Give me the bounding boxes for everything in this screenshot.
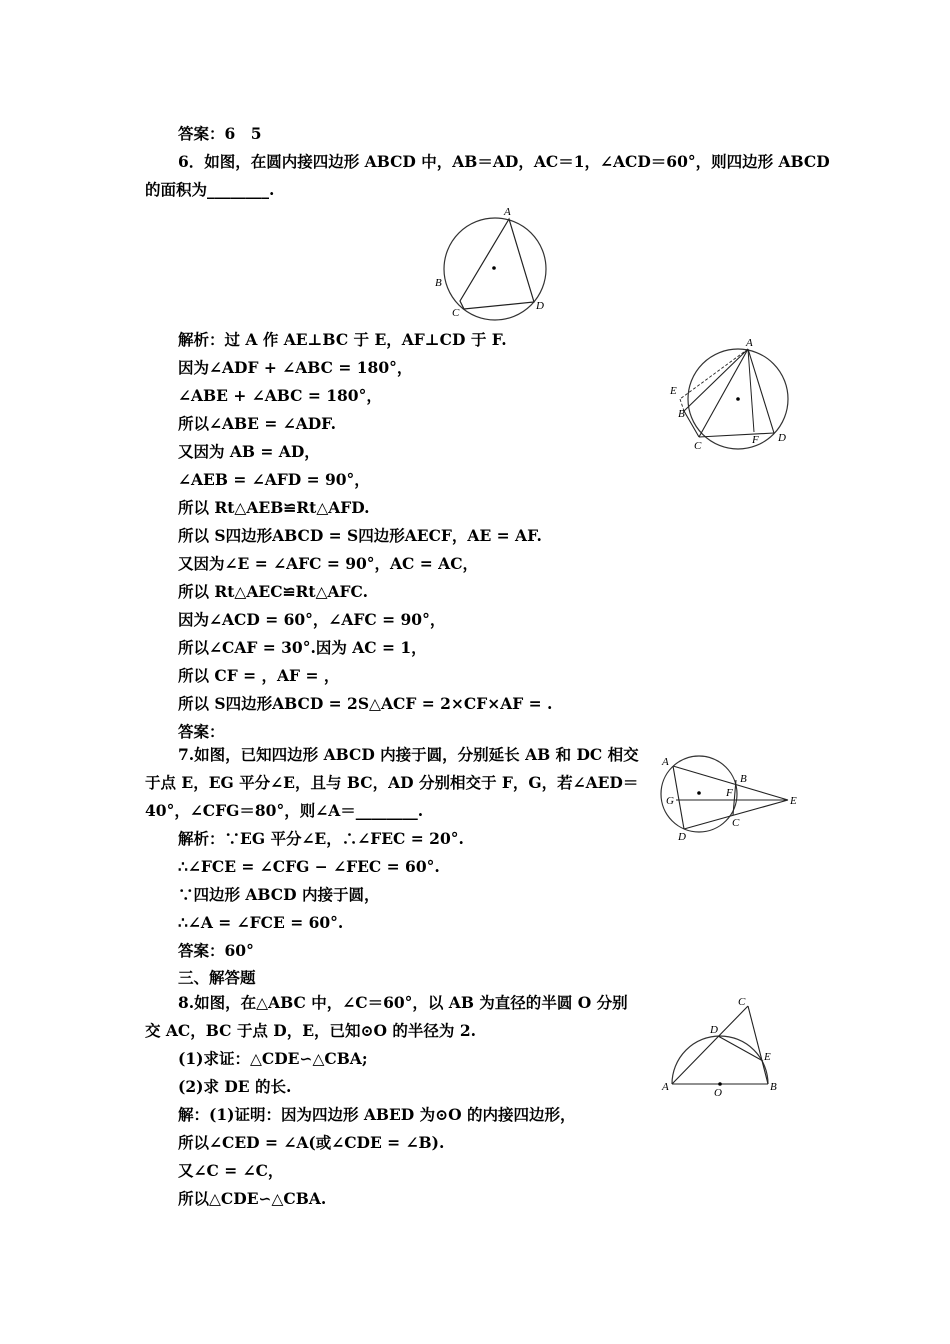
fig1-label-b: B (435, 277, 442, 289)
fig3-label-e: E (790, 795, 797, 807)
fig2-label-f: F (752, 434, 759, 446)
fig3-label-a: A (662, 756, 669, 768)
analysis-6-l13: 所以 CF = ，AF = ， (178, 666, 340, 685)
analysis-6-l14: 所以 S四边形ABCD = 2S△ACF = 2×CF×AF = . (178, 694, 553, 713)
analysis-6-l8: 所以 S四边形ABCD = S四边形AECF，AE = AF. (178, 526, 542, 545)
analysis-7-l4: ∴∠A = ∠FCE = 60°. (178, 913, 344, 932)
analysis-7-l1: 解析：∵EG 平分∠E，∴∠FEC = 20°. (178, 829, 464, 848)
analysis-6-l9: 又因为∠E = ∠AFC = 90°，AC = AC， (178, 554, 479, 573)
analysis-7-l3: ∵四边形 ABCD 内接于圆， (178, 885, 380, 904)
question-8-line1: 8.如图，在△ABC 中，∠C＝60°，以 AB 为直径的半圆 O 分别 (178, 993, 628, 1012)
question-7-line1: 7.如图，已知四边形 ABCD 内接于圆，分别延长 AB 和 DC 相交 (178, 745, 639, 764)
analysis-6-l12: 所以∠CAF = 30°.因为 AC = 1， (178, 638, 427, 657)
fig3-label-b: B (740, 773, 747, 785)
analysis-6-l11: 因为∠ACD = 60°，∠AFC = 90°， (178, 610, 446, 629)
fig1-label-a: A (504, 206, 511, 218)
analysis-6-l4: 所以∠ABE = ∠ADF. (178, 414, 337, 433)
question-8-part2: (2)求 DE 的长. (178, 1077, 292, 1096)
analysis-6-l10: 所以 Rt△AEC≌Rt△AFC. (178, 582, 368, 601)
answer-5: 答案：6 5 (178, 124, 262, 143)
fig1-label-d: D (536, 300, 544, 312)
question-8-line2: 交 AC，BC 于点 D，E，已知⊙O 的半径为 2. (145, 1021, 476, 1040)
question-7-line3: 40°，∠CFG＝80°，则∠A＝________. (145, 801, 424, 820)
solution-8-l4: 所以△CDE∽△CBA. (178, 1189, 327, 1208)
answer-7: 答案：60° (178, 941, 254, 960)
fig4-label-b: B (770, 1081, 777, 1093)
fig2-label-a: A (746, 337, 753, 349)
fig2-label-d: D (778, 432, 786, 444)
figure-q6 (430, 205, 560, 323)
solution-8-l2: 所以∠CED = ∠A(或∠CDE = ∠B). (178, 1133, 445, 1152)
question-6-line2: 的面积为________. (145, 180, 275, 199)
analysis-6-l1: 解析：过 A 作 AE⊥BC 于 E，AF⊥CD 于 F. (178, 330, 507, 349)
analysis-6-l3: ∠ABE + ∠ABC = 180°， (178, 386, 382, 405)
fig3-label-g: G (666, 795, 674, 807)
figure-q6-analysis (664, 335, 799, 455)
analysis-6-l7: 所以 Rt△AEB≌Rt△AFD. (178, 498, 370, 517)
solution-8-l1: 解：(1)证明：因为四边形 ABED 为⊙O 的内接四边形， (178, 1105, 576, 1124)
section-heading: 三、解答题 (178, 968, 256, 987)
figure-q8 (656, 992, 786, 1100)
fig3-label-c: C (732, 817, 740, 829)
analysis-6-l5: 又因为 AB = AD， (178, 442, 320, 461)
solution-8-l3: 又∠C = ∠C， (178, 1161, 284, 1180)
fig3-label-d: D (678, 831, 686, 843)
question-8-part1: (1)求证：△CDE∽△CBA; (178, 1049, 368, 1068)
question-6-line1: 6．如图，在圆内接四边形 ABCD 中，AB＝AD，AC＝1，∠ACD＝60°，则四边形 ABCD (178, 152, 830, 171)
fig1-label-c: C (452, 307, 460, 319)
fig2-label-b: B (678, 408, 685, 420)
answer-6: 答案： (178, 722, 225, 741)
fig4-label-c: C (738, 996, 746, 1008)
question-7-line2: 于点 E，EG 平分∠E，且与 BC，AD 分别相交于 F，G，若∠AED＝ (145, 773, 639, 792)
fig4-label-d: D (710, 1024, 718, 1036)
fig4-label-a: A (662, 1081, 669, 1093)
fig2-label-c: C (694, 440, 702, 452)
fig3-label-f: F (726, 787, 733, 799)
analysis-7-l2: ∴∠FCE = ∠CFG − ∠FEC = 60°. (178, 857, 440, 876)
fig2-label-e: E (670, 385, 677, 397)
figure-q7 (656, 748, 802, 846)
analysis-6-l6: ∠AEB = ∠AFD = 90°， (178, 470, 370, 489)
analysis-6-l2: 因为∠ADF + ∠ABC = 180°， (178, 358, 413, 377)
fig4-label-o: O (714, 1087, 722, 1099)
fig4-label-e: E (764, 1051, 771, 1063)
